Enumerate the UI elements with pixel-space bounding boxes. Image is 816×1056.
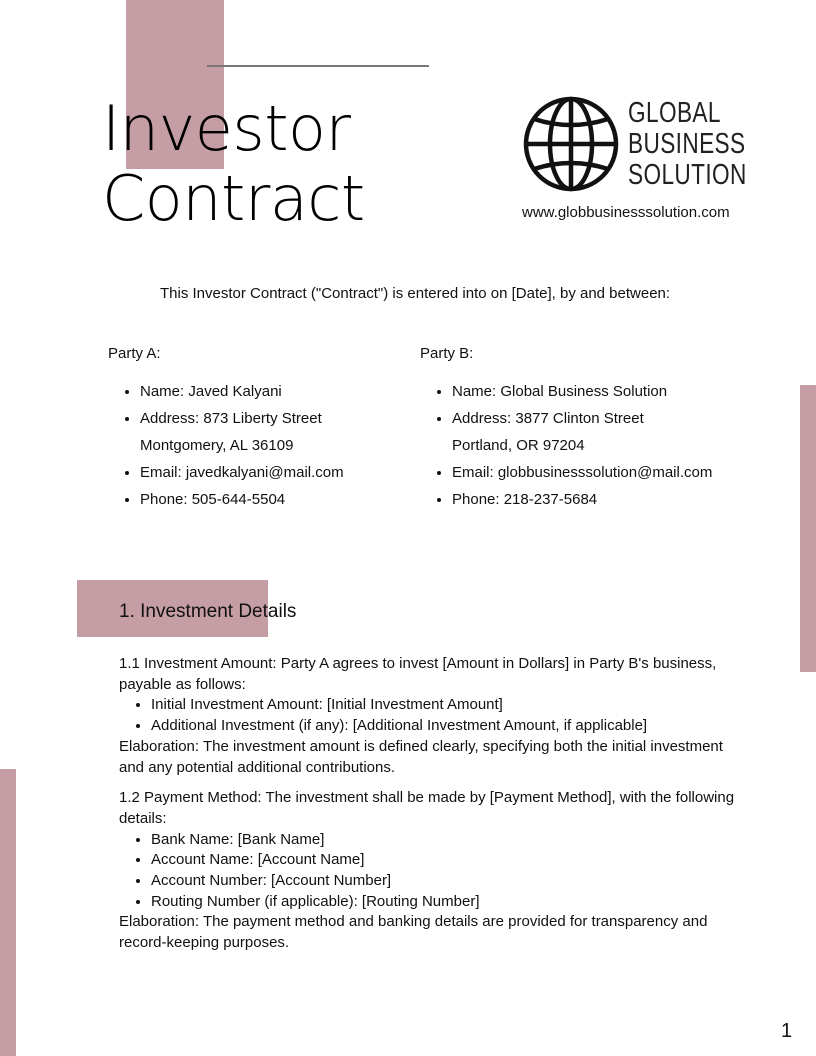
party-b-label: Party B: — [420, 345, 474, 362]
globe-icon — [522, 95, 622, 195]
section-1-body — [119, 654, 739, 964]
list-item: • Account Name: [Account Name] — [151, 850, 739, 871]
decorative-accent-bar-left — [0, 769, 16, 1056]
contract-intro: This Investor Contract ("Contract") is entered into on [Date], by and between: — [160, 285, 671, 302]
decorative-accent-bar-right — [800, 385, 816, 672]
party-a-email: • Email: javedkalyani@mail.com — [140, 459, 344, 486]
party-b-name: • Name: Global Business Solution — [452, 378, 712, 405]
party-b-details — [420, 378, 712, 513]
section-heading-investment-details: 1. Investment Details — [119, 601, 297, 622]
party-b-address: • Address: 3877 Clinton Street — [452, 405, 712, 432]
clause-1-1-text: 1.1 Investment Amount: Party A agrees to invest [Amount in Dollars] in Party B's business, payable as follows: — [119, 655, 717, 693]
party-a-address-line-2: Montgomery, AL 36109 — [140, 437, 294, 454]
logo-text-line-2: BUSINESS — [628, 128, 746, 160]
list-item: • Account Number: [Account Number] — [151, 871, 739, 892]
list-item: • Bank Name: [Bank Name] — [151, 830, 739, 851]
logo-text-line-3: SOLUTION — [628, 159, 747, 191]
party-a-address: • Address: 873 Liberty Street — [140, 405, 344, 432]
clause-1-2-list — [119, 830, 739, 913]
clause-1-2 — [119, 788, 739, 954]
document-title — [102, 94, 365, 234]
party-b-address-line-2: Portland, OR 97204 — [452, 437, 585, 454]
title-line-1: Investor — [102, 92, 351, 165]
company-website: www.globbusinesssolution.com — [522, 204, 730, 221]
party-a-name: • Name: Javed Kalyani — [140, 378, 344, 405]
clause-1-1 — [119, 654, 739, 778]
party-a-block — [108, 345, 344, 513]
list-item: • Routing Number (if applicable): [Routing Number] — [151, 892, 739, 913]
party-a-phone: • Phone: 505-644-5504 — [140, 486, 344, 513]
clause-1-2-text: 1.2 Payment Method: The investment shall be made by [Payment Method], with the following details: — [119, 789, 735, 827]
logo-wordmark — [628, 98, 747, 191]
party-a-details — [108, 378, 344, 513]
clause-1-1-list — [119, 695, 739, 736]
header-divider-line — [207, 65, 429, 67]
title-line-2: Contract — [102, 162, 365, 235]
party-b-block — [420, 345, 712, 513]
list-item: • Additional Investment (if any): [Additional Investment Amount, if applicable] — [151, 716, 739, 737]
clause-1-1-elaboration: Elaboration: The investment amount is defined clearly, specifying both the initial investment and any potential additional contributions. — [119, 737, 723, 776]
party-b-email: • Email: globbusinesssolution@mail.com — [452, 459, 712, 486]
logo-text-line-1: GLOBAL — [628, 97, 721, 129]
party-a-label: Party A: — [108, 345, 161, 362]
page-number: 1 — [781, 1020, 793, 1042]
list-item: • Initial Investment Amount: [Initial Investment Amount] — [151, 695, 739, 716]
party-b-phone: • Phone: 218-237-5684 — [452, 486, 712, 513]
company-logo — [522, 95, 752, 195]
clause-1-2-elaboration: Elaboration: The payment method and banking details are provided for transparency and record-keeping purposes. — [119, 913, 708, 952]
